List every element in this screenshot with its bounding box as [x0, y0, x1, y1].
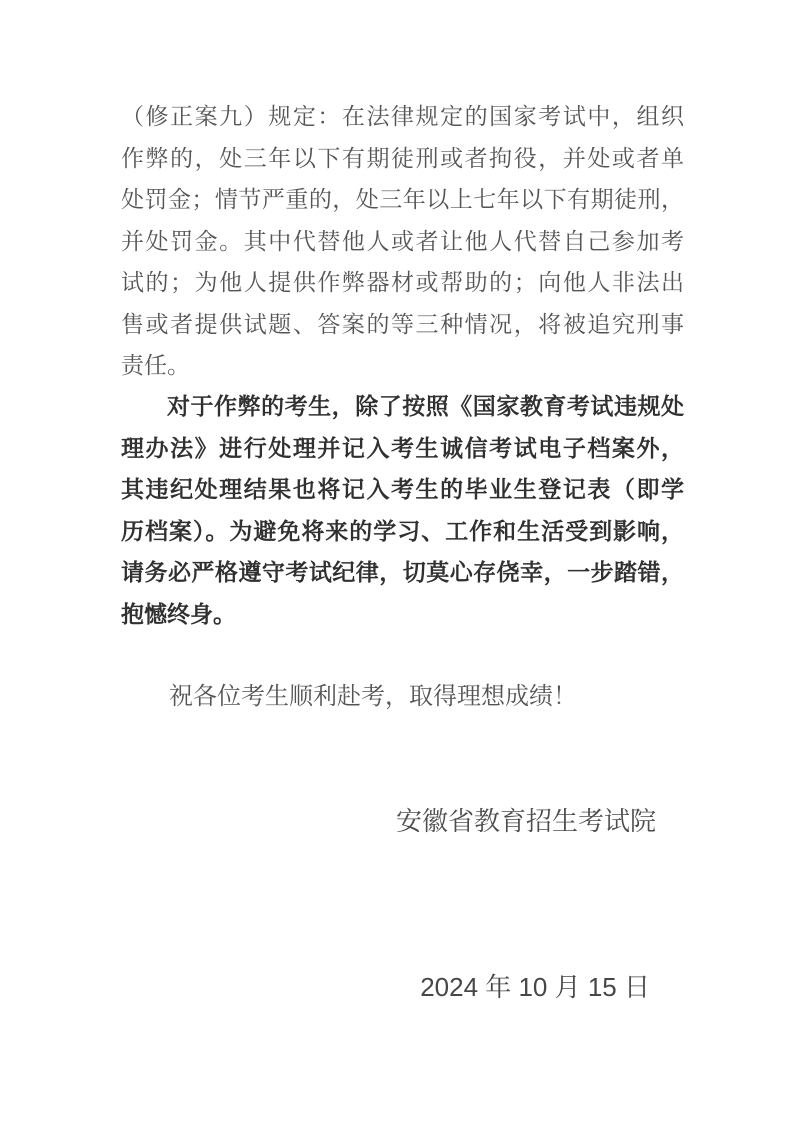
text-line: 处罚金；情节严重的，处三年以上七年以下有期徒刑， — [121, 187, 684, 212]
text-line: 售或者提供试题、答案的等三种情况，将被追究刑事 — [121, 311, 684, 337]
text-line: 请务必严格遵守考试纪律，切莫心存侥幸，一步踏错， — [121, 559, 684, 585]
text-line: 作弊的，处三年以下有期徒刑或者拘役，并处或者单 — [121, 145, 684, 171]
text-line: 其违纪处理结果也将记入考生的毕业生登记表（即学 — [121, 476, 684, 502]
issue-date: 2024 年 10 月 15 日 — [420, 972, 650, 1002]
text-line: 并处罚金。其中代替他人或者让他人代替自己参加考 — [121, 228, 684, 254]
text-line: 试的；为他人提供作弊器材或帮助的；向他人非法出 — [121, 270, 684, 295]
text-line: 历档案）。为避免将来的学习、工作和生活受到影响， — [121, 517, 684, 544]
paragraph-cheating-consequences — [121, 386, 684, 635]
text-line: （修正案九）规定：在法律规定的国家考试中，组织 — [121, 104, 684, 129]
text-line: 抱憾终身。 — [121, 600, 236, 627]
issuer-signature: 安徽省教育招生考试院 — [395, 807, 656, 836]
wish-line: 祝各位考生顺利赴考，取得理想成绩！ — [169, 684, 577, 710]
text-line: 理办法》进行处理并记入考生诚信考试电子档案外， — [121, 434, 684, 461]
text-line: 对于作弊的考生，除了按照《国家教育考试违规处 — [167, 393, 684, 419]
paragraph-criminal-law — [121, 96, 684, 387]
text-line: 责任。 — [121, 353, 190, 378]
